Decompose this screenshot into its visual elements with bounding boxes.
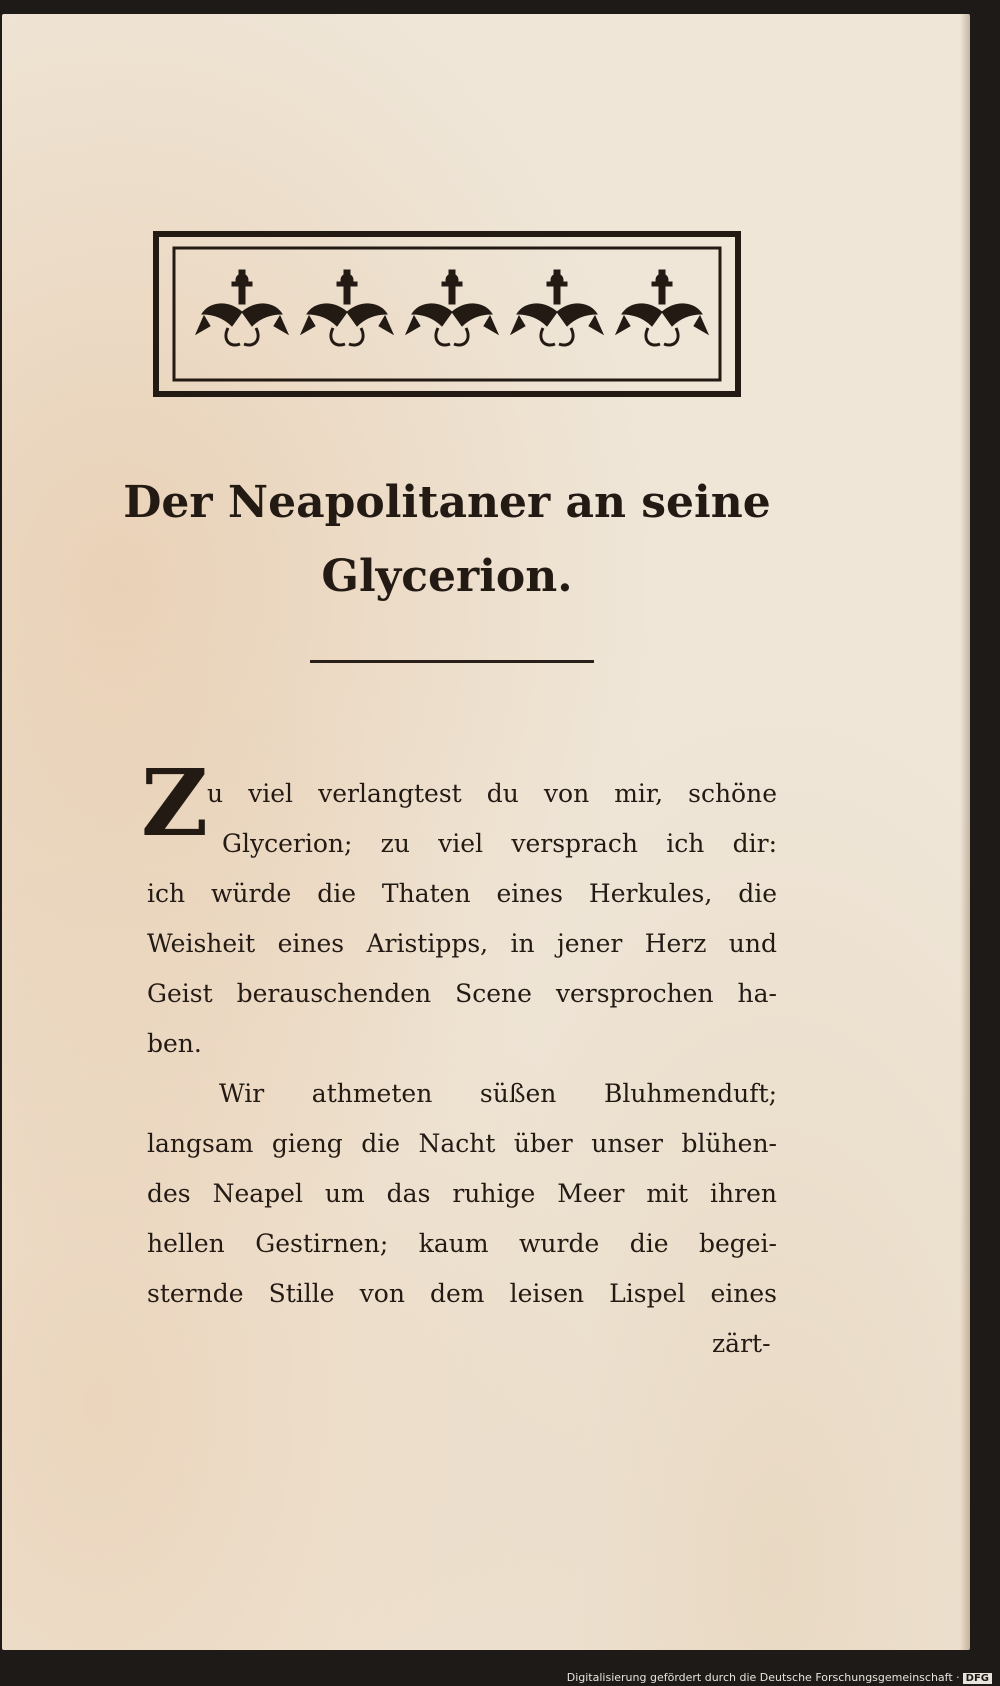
text-line: ich würde die Thaten eines Herkules, die xyxy=(147,879,777,908)
page-edge-shadow xyxy=(960,14,970,1650)
flower-ornament-icon xyxy=(196,270,288,345)
chapter-title xyxy=(122,466,772,614)
digitization-credit xyxy=(567,1671,992,1684)
text-line: sternde Stille von dem leisen Lispel eines xyxy=(147,1279,777,1308)
text-line: Weisheit eines Aristipps, in jener Herz und xyxy=(147,929,777,958)
text-line: hellen Gestirnen; kaum wurde die begei- xyxy=(147,1229,777,1258)
credit-text: Digitalisierung gefördert durch die Deutsche Forschungsgemeinschaft · xyxy=(566,1671,960,1684)
text-line: langsam gieng die Nacht über unser blühen- xyxy=(147,1129,777,1158)
text-line: Wir athmeten süßen Bluhmenduft; xyxy=(219,1079,777,1108)
text-line: Glycerion; zu viel versprach ich dir: xyxy=(222,829,777,858)
text-line: ben. xyxy=(147,1029,202,1058)
floral-ornament-border xyxy=(152,230,742,398)
title-divider xyxy=(310,660,594,663)
dfg-logo-icon: DFG xyxy=(963,1673,992,1684)
text-line: u viel verlangtest du von mir, schöne xyxy=(207,779,777,808)
text-line: des Neapel um das ruhige Meer mit ihren xyxy=(147,1179,777,1208)
title-line-1: Der Neapolitaner an seine xyxy=(123,477,771,528)
text-line: Geist berauschenden Scene versprochen ha- xyxy=(147,979,777,1008)
title-line-2: Glycerion. xyxy=(321,551,573,602)
drop-cap: Z xyxy=(141,749,209,857)
book-page xyxy=(2,14,970,1650)
catchword: zärt- xyxy=(712,1329,771,1358)
